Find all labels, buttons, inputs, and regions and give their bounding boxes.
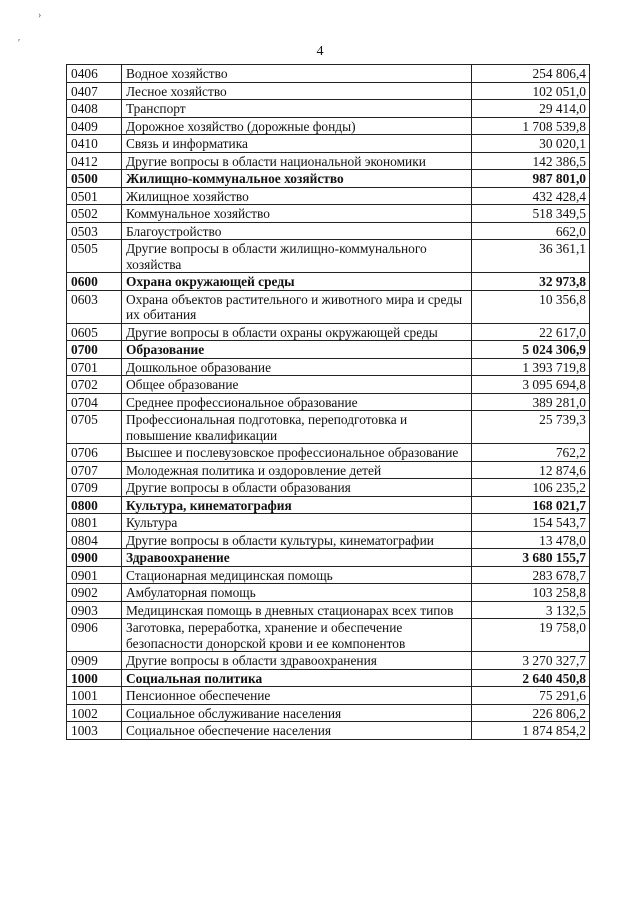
row-name: Коммунальное хозяйство [122, 205, 472, 223]
row-amount: 154 543,7 [472, 514, 590, 532]
row-name: Медицинская помощь в дневных стационарах всех типов [122, 601, 472, 619]
row-name: Среднее профессиональное образование [122, 393, 472, 411]
row-code: 0709 [67, 479, 122, 497]
table-row [67, 117, 590, 135]
table-row [67, 376, 590, 394]
row-name: Профессиональная подготовка, переподготовка и повышение квалификации [122, 411, 472, 444]
row-name: Здравоохранение [122, 549, 472, 567]
row-name: Водное хозяйство [122, 65, 472, 83]
row-name: Жилищное хозяйство [122, 187, 472, 205]
row-amount: 389 281,0 [472, 393, 590, 411]
row-name: Охрана объектов растительного и животного мира и среды их обитания [122, 290, 472, 323]
row-amount: 3 270 327,7 [472, 652, 590, 670]
table-row [67, 323, 590, 341]
row-code: 0502 [67, 205, 122, 223]
row-name: Молодежная политика и оздоровление детей [122, 461, 472, 479]
row-amount: 987 801,0 [472, 170, 590, 188]
row-amount: 142 386,5 [472, 152, 590, 170]
row-name: Культура, кинематография [122, 496, 472, 514]
row-name: Заготовка, переработка, хранение и обеспечение безопасности донорской крови и ее компонентов [122, 619, 472, 652]
table-row [67, 170, 590, 188]
table-row [67, 687, 590, 705]
table-row [67, 222, 590, 240]
row-name: Связь и информатика [122, 135, 472, 153]
row-amount: 1 874 854,2 [472, 722, 590, 740]
row-amount: 1 708 539,8 [472, 117, 590, 135]
row-name: Другие вопросы в области жилищно-коммунального хозяйства [122, 240, 472, 273]
row-amount: 3 680 155,7 [472, 549, 590, 567]
row-code: 0603 [67, 290, 122, 323]
row-name: Дошкольное образование [122, 358, 472, 376]
table-row [67, 444, 590, 462]
row-code: 0412 [67, 152, 122, 170]
table-row [67, 273, 590, 291]
table-row [67, 100, 590, 118]
row-code: 0406 [67, 65, 122, 83]
table-row [67, 341, 590, 359]
row-amount: 762,2 [472, 444, 590, 462]
row-amount: 226 806,2 [472, 704, 590, 722]
table-row [67, 290, 590, 323]
table-row [67, 669, 590, 687]
row-name: Амбулаторная помощь [122, 584, 472, 602]
table-row [67, 82, 590, 100]
table-row [67, 566, 590, 584]
table-row [67, 240, 590, 273]
table-row [67, 601, 590, 619]
row-code: 0500 [67, 170, 122, 188]
row-code: 0700 [67, 341, 122, 359]
row-name: Жилищно-коммунальное хозяйство [122, 170, 472, 188]
row-amount: 22 617,0 [472, 323, 590, 341]
row-name: Другие вопросы в области образования [122, 479, 472, 497]
row-amount: 103 258,8 [472, 584, 590, 602]
table-row [67, 479, 590, 497]
row-code: 0901 [67, 566, 122, 584]
row-code: 0900 [67, 549, 122, 567]
table-row [67, 722, 590, 740]
row-amount: 19 758,0 [472, 619, 590, 652]
row-code: 0409 [67, 117, 122, 135]
row-code: 0800 [67, 496, 122, 514]
row-amount: 254 806,4 [472, 65, 590, 83]
row-code: 0705 [67, 411, 122, 444]
row-code: 0903 [67, 601, 122, 619]
row-name: Другие вопросы в области культуры, кинематографии [122, 531, 472, 549]
table-row [67, 652, 590, 670]
table-row [67, 65, 590, 83]
row-name: Транспорт [122, 100, 472, 118]
row-name: Социальная политика [122, 669, 472, 687]
row-code: 0407 [67, 82, 122, 100]
row-name: Другие вопросы в области охраны окружающей среды [122, 323, 472, 341]
row-name: Другие вопросы в области здравоохранения [122, 652, 472, 670]
row-amount: 10 356,8 [472, 290, 590, 323]
row-code: 0704 [67, 393, 122, 411]
row-amount: 29 414,0 [472, 100, 590, 118]
row-amount: 662,0 [472, 222, 590, 240]
row-name: Культура [122, 514, 472, 532]
table-row [67, 496, 590, 514]
row-amount: 3 132,5 [472, 601, 590, 619]
table-row [67, 152, 590, 170]
scan-artifact: › [38, 10, 42, 21]
table-row [67, 619, 590, 652]
row-code: 0505 [67, 240, 122, 273]
row-code: 1002 [67, 704, 122, 722]
row-amount: 13 478,0 [472, 531, 590, 549]
row-code: 0906 [67, 619, 122, 652]
row-code: 0706 [67, 444, 122, 462]
row-amount: 75 291,6 [472, 687, 590, 705]
row-code: 0503 [67, 222, 122, 240]
budget-table [66, 64, 590, 740]
table-row [67, 514, 590, 532]
row-amount: 3 095 694,8 [472, 376, 590, 394]
row-name: Социальное обслуживание населения [122, 704, 472, 722]
scan-artifact: ′ [18, 38, 21, 49]
row-amount: 106 235,2 [472, 479, 590, 497]
row-amount: 12 874,6 [472, 461, 590, 479]
table-row [67, 393, 590, 411]
row-name: Другие вопросы в области национальной экономики [122, 152, 472, 170]
row-name: Благоустройство [122, 222, 472, 240]
table-row [67, 187, 590, 205]
row-amount: 5 024 306,9 [472, 341, 590, 359]
table-row [67, 584, 590, 602]
row-code: 0501 [67, 187, 122, 205]
row-amount: 36 361,1 [472, 240, 590, 273]
row-code: 0605 [67, 323, 122, 341]
row-amount: 25 739,3 [472, 411, 590, 444]
row-code: 0408 [67, 100, 122, 118]
table-row [67, 549, 590, 567]
row-name: Дорожное хозяйство (дорожные фонды) [122, 117, 472, 135]
row-code: 0801 [67, 514, 122, 532]
table-row [67, 358, 590, 376]
table-row [67, 704, 590, 722]
row-amount: 1 393 719,8 [472, 358, 590, 376]
table-row [67, 411, 590, 444]
page-number: 4 [316, 44, 324, 59]
row-amount: 2 640 450,8 [472, 669, 590, 687]
row-amount: 283 678,7 [472, 566, 590, 584]
row-code: 0804 [67, 531, 122, 549]
row-name: Общее образование [122, 376, 472, 394]
row-code: 0902 [67, 584, 122, 602]
row-name: Лесное хозяйство [122, 82, 472, 100]
row-amount: 432 428,4 [472, 187, 590, 205]
row-amount: 102 051,0 [472, 82, 590, 100]
row-code: 0410 [67, 135, 122, 153]
row-code: 0600 [67, 273, 122, 291]
row-name: Образование [122, 341, 472, 359]
budget-table-body [67, 65, 590, 740]
row-code: 0909 [67, 652, 122, 670]
row-code: 1003 [67, 722, 122, 740]
table-row [67, 531, 590, 549]
row-code: 0701 [67, 358, 122, 376]
row-name: Стационарная медицинская помощь [122, 566, 472, 584]
table-row [67, 205, 590, 223]
row-amount: 518 349,5 [472, 205, 590, 223]
row-code: 1001 [67, 687, 122, 705]
row-code: 0707 [67, 461, 122, 479]
table-row [67, 461, 590, 479]
row-amount: 32 973,8 [472, 273, 590, 291]
row-amount: 30 020,1 [472, 135, 590, 153]
row-name: Социальное обеспечение населения [122, 722, 472, 740]
row-name: Высшее и послевузовское профессиональное образование [122, 444, 472, 462]
row-name: Охрана окружающей среды [122, 273, 472, 291]
row-code: 0702 [67, 376, 122, 394]
row-name: Пенсионное обеспечение [122, 687, 472, 705]
row-amount: 168 021,7 [472, 496, 590, 514]
row-code: 1000 [67, 669, 122, 687]
table-row [67, 135, 590, 153]
